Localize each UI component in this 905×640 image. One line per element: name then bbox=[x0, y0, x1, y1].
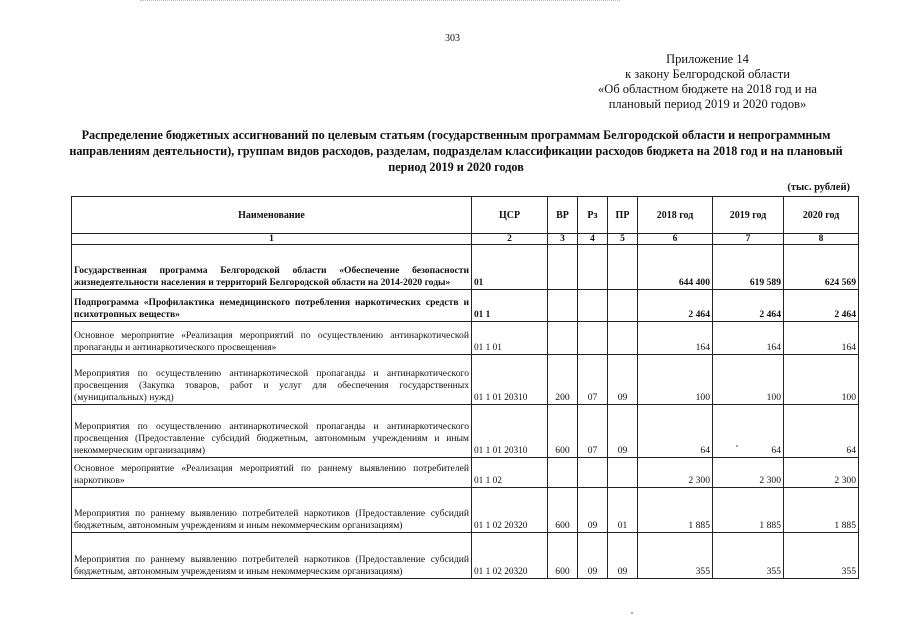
row-pr bbox=[608, 458, 638, 488]
row-csr: 01 1 02 20320 bbox=[472, 533, 548, 579]
row-2019: 619 589 bbox=[713, 245, 784, 290]
row-name: Основное мероприятие «Реализация мероприятий по раннему выявлению потребителей наркотиков» bbox=[72, 458, 472, 488]
row-2018: 2 464 bbox=[638, 290, 713, 322]
row-vr bbox=[548, 458, 578, 488]
row-csr: 01 1 02 bbox=[472, 458, 548, 488]
budget-table bbox=[71, 196, 859, 579]
row-vr bbox=[548, 290, 578, 322]
row-2018: 2 300 bbox=[638, 458, 713, 488]
col-header-vr: ВР bbox=[548, 197, 578, 234]
col-number: 5 bbox=[608, 234, 638, 245]
row-rz bbox=[578, 322, 608, 355]
row-pr: 09 bbox=[608, 405, 638, 458]
row-csr: 01 1 bbox=[472, 290, 548, 322]
units-label: (тыс. рублей) bbox=[787, 182, 850, 193]
top-divider bbox=[140, 0, 620, 1]
row-pr bbox=[608, 290, 638, 322]
row-name: Государственная программа Белгородской области «Обеспечение безопасности жизнедеятельности населения и территорий Белгородской области на 2014-2020 годы» bbox=[72, 245, 472, 290]
row-2020: 100 bbox=[784, 355, 859, 405]
row-2018: 164 bbox=[638, 322, 713, 355]
row-2018: 100 bbox=[638, 355, 713, 405]
row-2020: 624 569 bbox=[784, 245, 859, 290]
row-2018: 64 bbox=[638, 405, 713, 458]
row-rz bbox=[578, 458, 608, 488]
row-2019: 2 300 bbox=[713, 458, 784, 488]
row-2019: 355 bbox=[713, 533, 784, 579]
table-row-program bbox=[72, 245, 859, 290]
table-row bbox=[72, 322, 859, 355]
row-2019: 100 bbox=[713, 355, 784, 405]
page-number: 303 bbox=[445, 33, 460, 44]
table-row bbox=[72, 488, 859, 533]
row-csr: 01 1 01 20310 bbox=[472, 355, 548, 405]
col-header-name: Наименование bbox=[72, 197, 472, 234]
row-csr: 01 1 01 20310 bbox=[472, 405, 548, 458]
row-name: Мероприятия по осуществлению антинаркотической пропаганды и антинаркотического просвещения (Предоставление субсидий бюджетным, автономным учреждениям и иным некоммерческим организациям) bbox=[72, 405, 472, 458]
appendix-line-2: к закону Белгородской области bbox=[625, 67, 790, 81]
row-2019: 164 bbox=[713, 322, 784, 355]
row-vr: 600 bbox=[548, 533, 578, 579]
col-header-2019: 2019 год bbox=[713, 197, 784, 234]
row-vr: 200 bbox=[548, 355, 578, 405]
row-2020: 64 bbox=[784, 405, 859, 458]
row-pr: 09 bbox=[608, 355, 638, 405]
col-number: 4 bbox=[578, 234, 608, 245]
row-pr bbox=[608, 322, 638, 355]
scan-speck bbox=[631, 612, 633, 614]
row-rz: 09 bbox=[578, 533, 608, 579]
scan-speck bbox=[736, 445, 738, 447]
col-header-pr: ПР bbox=[608, 197, 638, 234]
appendix-line-3: «Об областном бюджете на 2018 год и на bbox=[598, 82, 817, 96]
row-2020: 2 464 bbox=[784, 290, 859, 322]
row-name: Основное мероприятие «Реализация мероприятий по осуществлению антинаркотической пропаганды и антинаркотического просвещения» bbox=[72, 322, 472, 355]
col-number: 1 bbox=[72, 234, 472, 245]
document-title: Распределение бюджетных ассигнований по целевым статьям (государственным программам Белгородской области и непрограммным направлениям деятельности), группам видов расходов, разделам, подразделам классификации расходов бюджета на 2018 год и на плановый период 2019 и 2020 годов bbox=[69, 128, 843, 174]
row-rz bbox=[578, 290, 608, 322]
row-vr: 600 bbox=[548, 488, 578, 533]
row-2018: 1 885 bbox=[638, 488, 713, 533]
row-csr: 01 bbox=[472, 245, 548, 290]
row-2019: 2 464 bbox=[713, 290, 784, 322]
row-2020: 355 bbox=[784, 533, 859, 579]
col-header-2020: 2020 год bbox=[784, 197, 859, 234]
row-name: Мероприятия по раннему выявлению потребителей наркотиков (Предоставление субсидий бюджетным, автономным учреждениям и иным некоммерческим организациям) bbox=[72, 533, 472, 579]
row-name: Мероприятия по осуществлению антинаркотической пропаганды и антинаркотического просвещения (Закупка товаров, работ и услуг для обеспечения государственных (муниципальных) нужд) bbox=[72, 355, 472, 405]
row-2018: 355 bbox=[638, 533, 713, 579]
row-pr: 01 bbox=[608, 488, 638, 533]
appendix-line-4: плановый период 2019 и 2020 годов» bbox=[608, 97, 807, 111]
column-number-row bbox=[72, 234, 859, 245]
row-csr: 01 1 01 bbox=[472, 322, 548, 355]
row-2018: 644 400 bbox=[638, 245, 713, 290]
row-2019: 1 885 bbox=[713, 488, 784, 533]
row-2020: 164 bbox=[784, 322, 859, 355]
row-pr bbox=[608, 245, 638, 290]
table-row-subprogram bbox=[72, 290, 859, 322]
row-csr: 01 1 02 20320 bbox=[472, 488, 548, 533]
col-number: 8 bbox=[784, 234, 859, 245]
row-name: Подпрограмма «Профилактика немедицинского потребления наркотических средств и психотропных веществ» bbox=[72, 290, 472, 322]
row-vr: 600 bbox=[548, 405, 578, 458]
row-vr bbox=[548, 245, 578, 290]
table-row bbox=[72, 458, 859, 488]
row-vr bbox=[548, 322, 578, 355]
table-row bbox=[72, 355, 859, 405]
header-row bbox=[72, 197, 859, 234]
col-number: 7 bbox=[713, 234, 784, 245]
row-rz: 07 bbox=[578, 355, 608, 405]
appendix-header bbox=[560, 52, 855, 112]
row-rz: 07 bbox=[578, 405, 608, 458]
col-header-csr: ЦСР bbox=[472, 197, 548, 234]
col-header-2018: 2018 год bbox=[638, 197, 713, 234]
col-number: 2 bbox=[472, 234, 548, 245]
table-row bbox=[72, 405, 859, 458]
col-number: 6 bbox=[638, 234, 713, 245]
row-2019: 64 bbox=[713, 405, 784, 458]
col-header-rz: Рз bbox=[578, 197, 608, 234]
appendix-line-1: Приложение 14 bbox=[666, 52, 749, 66]
row-name: Мероприятия по раннему выявлению потребителей наркотиков (Предоставление субсидий бюджетным, автономным учреждениям и иным некоммерческим организациям) bbox=[72, 488, 472, 533]
row-rz bbox=[578, 245, 608, 290]
row-rz: 09 bbox=[578, 488, 608, 533]
table-row bbox=[72, 533, 859, 579]
col-number: 3 bbox=[548, 234, 578, 245]
row-pr: 09 bbox=[608, 533, 638, 579]
row-2020: 1 885 bbox=[784, 488, 859, 533]
row-2020: 2 300 bbox=[784, 458, 859, 488]
